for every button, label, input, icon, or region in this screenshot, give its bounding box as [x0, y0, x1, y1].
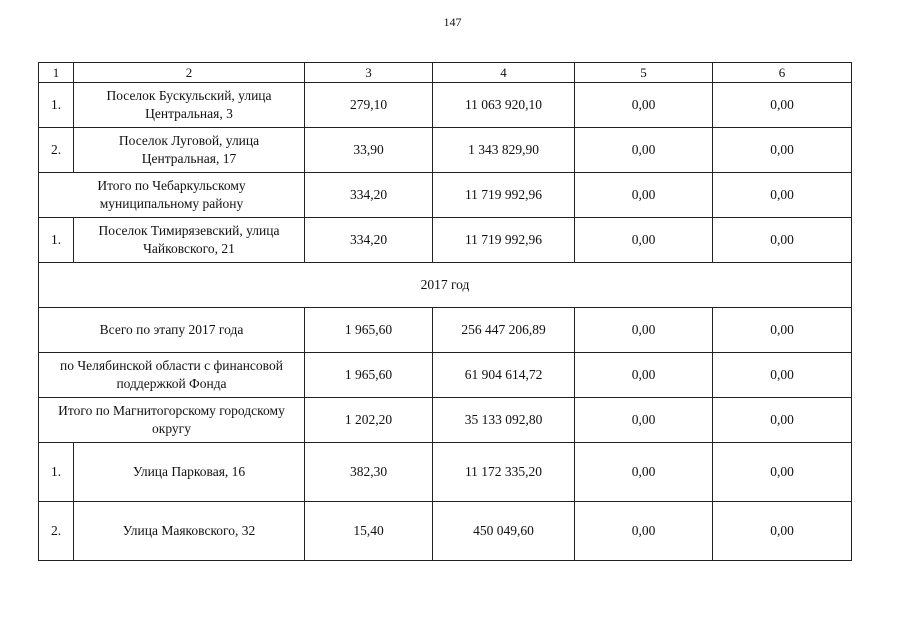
- row-name-line: по Челябинской области с финансовой: [60, 358, 283, 373]
- total-label: [39, 308, 305, 353]
- value-cell: 0,00: [713, 83, 852, 128]
- value-cell: 0,00: [575, 502, 713, 561]
- row-name: [74, 443, 305, 502]
- value-cell: 0,00: [575, 443, 713, 502]
- row-name-line: Всего по этапу 2017 года: [99, 322, 244, 337]
- cost-cell: 1 343 829,90: [433, 128, 575, 173]
- total-label: [39, 173, 305, 218]
- value-cell: 0,00: [713, 173, 852, 218]
- row-name-line: Поселок Тимирязевский, улица: [98, 223, 280, 238]
- data-table: [38, 62, 852, 561]
- area-cell: 334,20: [305, 173, 433, 218]
- row-name-line: Итого по Чебаркульскому: [97, 178, 246, 193]
- row-name-line: округу: [152, 421, 191, 436]
- area-cell: 1 202,20: [305, 398, 433, 443]
- table-row: [39, 502, 852, 561]
- table-row-total: [39, 308, 852, 353]
- table-header-row: [39, 63, 852, 83]
- area-cell: 382,30: [305, 443, 433, 502]
- row-number: 1.: [39, 443, 74, 502]
- value-cell: 0,00: [575, 83, 713, 128]
- table-row: [39, 218, 852, 263]
- row-number: 2.: [39, 128, 74, 173]
- cost-cell: 256 447 206,89: [433, 308, 575, 353]
- value-cell: 0,00: [575, 353, 713, 398]
- area-cell: 15,40: [305, 502, 433, 561]
- row-name-line: муниципальному району: [99, 196, 244, 211]
- row-name-line: Поселок Бускульский, улица: [106, 88, 272, 103]
- area-cell: 33,90: [305, 128, 433, 173]
- header-cell: 4: [433, 63, 575, 83]
- value-cell: 0,00: [575, 308, 713, 353]
- table-row-total: [39, 173, 852, 218]
- value-cell: 0,00: [713, 308, 852, 353]
- cost-cell: 61 904 614,72: [433, 353, 575, 398]
- value-cell: 0,00: [575, 128, 713, 173]
- row-name: [74, 218, 305, 263]
- row-name-line: Улица Маяковского, 32: [122, 523, 256, 538]
- value-cell: 0,00: [575, 218, 713, 263]
- cost-cell: 35 133 092,80: [433, 398, 575, 443]
- cost-cell: 450 049,60: [433, 502, 575, 561]
- total-label: [39, 353, 305, 398]
- row-number: 1.: [39, 83, 74, 128]
- value-cell: 0,00: [575, 398, 713, 443]
- cost-cell: 11 063 920,10: [433, 83, 575, 128]
- table-row: [39, 443, 852, 502]
- cost-cell: 11 719 992,96: [433, 218, 575, 263]
- header-cell: 3: [305, 63, 433, 83]
- cost-cell: 11 172 335,20: [433, 443, 575, 502]
- row-name-line: Улица Парковая, 16: [132, 464, 246, 479]
- area-cell: 279,10: [305, 83, 433, 128]
- header-cell: 2: [74, 63, 305, 83]
- total-label: [39, 398, 305, 443]
- row-name-line: Центральная, 17: [141, 151, 237, 166]
- value-cell: 0,00: [713, 218, 852, 263]
- section-label: 2017 год: [39, 263, 852, 308]
- row-name-line: поддержкой Фонда: [116, 376, 227, 391]
- area-cell: 334,20: [305, 218, 433, 263]
- cost-cell: 11 719 992,96: [433, 173, 575, 218]
- row-name-line: Чайковского, 21: [143, 241, 235, 256]
- value-cell: 0,00: [713, 443, 852, 502]
- row-name: [74, 502, 305, 561]
- row-name: [74, 83, 305, 128]
- row-name-line: Поселок Луговой, улица: [118, 133, 260, 148]
- value-cell: 0,00: [713, 353, 852, 398]
- area-cell: 1 965,60: [305, 308, 433, 353]
- table-row: [39, 83, 852, 128]
- row-name-line: Итого по Магнитогорскому городскому: [58, 403, 285, 418]
- table-row-total: [39, 353, 852, 398]
- page-number: 147: [443, 15, 462, 29]
- table-row: [39, 128, 852, 173]
- table-row-total: [39, 398, 852, 443]
- value-cell: 0,00: [575, 173, 713, 218]
- row-name: [74, 128, 305, 173]
- value-cell: 0,00: [713, 398, 852, 443]
- row-number: 2.: [39, 502, 74, 561]
- area-cell: 1 965,60: [305, 353, 433, 398]
- section-row: [39, 263, 852, 308]
- row-number: 1.: [39, 218, 74, 263]
- header-cell: 5: [575, 63, 713, 83]
- header-cell: 6: [713, 63, 852, 83]
- row-name-line: Центральная, 3: [145, 106, 233, 121]
- value-cell: 0,00: [713, 502, 852, 561]
- value-cell: 0,00: [713, 128, 852, 173]
- header-cell: 1: [39, 63, 74, 83]
